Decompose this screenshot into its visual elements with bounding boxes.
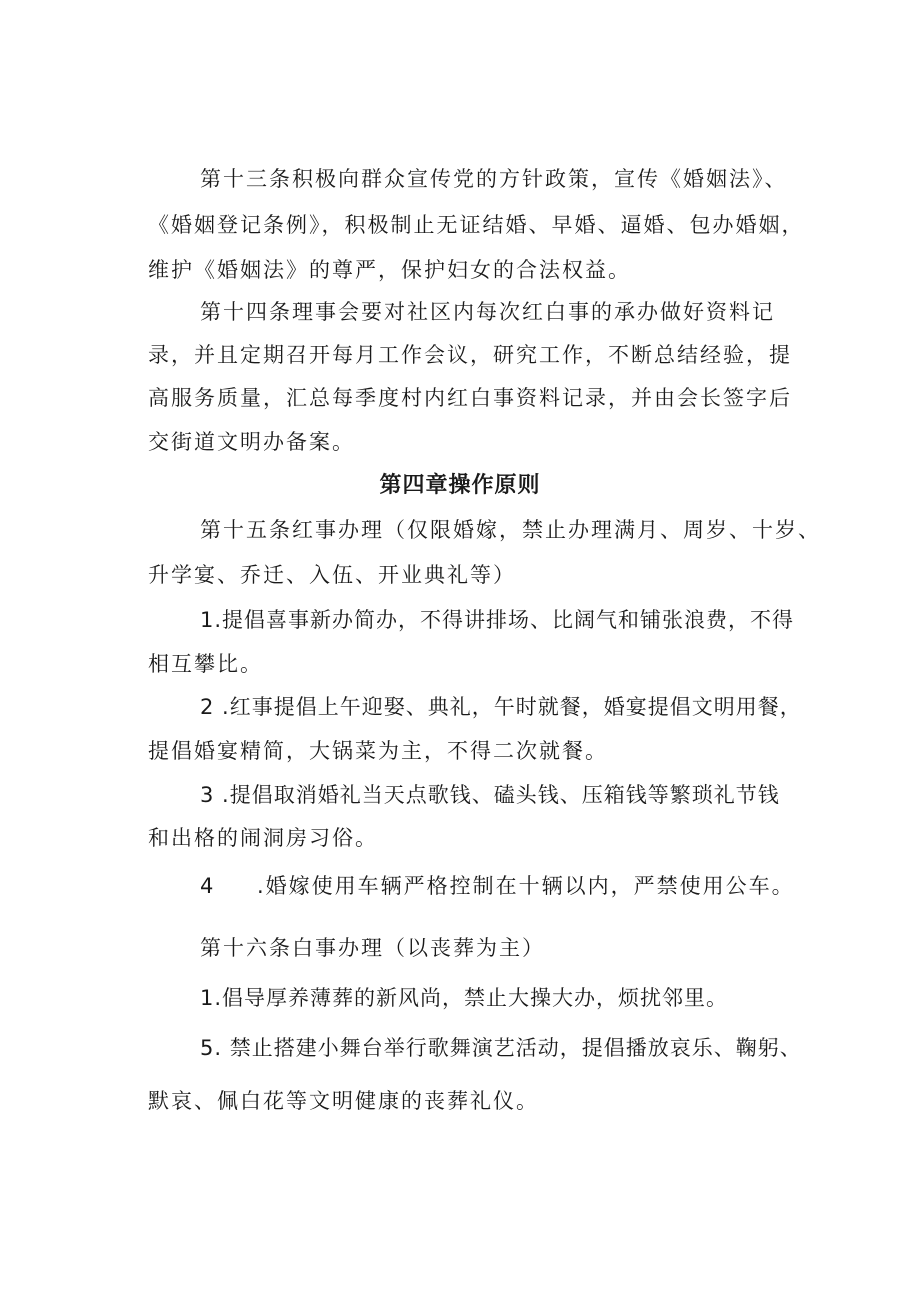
article15-item4-number: 4 (200, 874, 214, 898)
article15-line2: 升学宴、乔迁、入伍、开业典礼等） (148, 563, 516, 587)
article15-item4-text: .婚嫁使用车辆严格控制在十辆以内，严禁使用公车。 (257, 874, 795, 898)
article15-item3-line1: 3 .提倡取消婚礼当天点歌钱、磕头钱、压箱钱等繁琐礼节钱 (200, 783, 780, 807)
article14-line3: 高服务质量，汇总每季度村内红白事资料记录，并由会长签字后 (148, 386, 792, 410)
article15-item1-line1: 1.提倡喜事新办简办，不得讲排场、比阔气和铺张浪费，不得 (200, 608, 795, 632)
article15-item2-line2: 提倡婚宴精简，大锅菜为主，不得二次就餐。 (148, 739, 608, 763)
article16-line1: 第十六条白事办理（以丧葬为主） (200, 936, 545, 960)
article15-item3-line2: 和出格的闹洞房习俗。 (148, 826, 378, 850)
article13-line3: 维护《婚姻法》的尊严，保护妇女的合法权益。 (148, 258, 631, 282)
article15-line1: 第十五条红事办理（仅限婚嫁，禁止办理满月、周岁、十岁、 (200, 518, 821, 542)
article14-line2: 录，并且定期召开每月工作会议，研究工作，不断总结经验，提 (148, 343, 792, 367)
article14-line4: 交街道文明办备案。 (148, 430, 355, 454)
article16-item5-line2: 默哀、佩白花等文明健康的丧葬礼仪。 (148, 1089, 539, 1113)
article16-item1: 1.倡导厚养薄葬的新风尚，禁止大操大办，烦扰邻里。 (200, 986, 729, 1010)
article15-item1-line2: 相互攀比。 (148, 652, 263, 676)
chapter-heading: 第四章操作原则 (379, 473, 541, 498)
article16-item5-line1: 5. 禁止搭建小舞台举行歌舞演艺活动，提倡播放哀乐、鞠躬、 (200, 1036, 802, 1060)
article13-line2: 《婚姻登记条例》，积极制止无证结婚、早婚、逼婚、包办婚姻， (148, 213, 805, 237)
article15-item2-line1: 2 .红事提倡上午迎娶、典礼，午时就餐，婚宴提倡文明用餐， (200, 695, 802, 719)
article14-line1: 第十四条理事会要对社区内每次红白事的承办做好资料记 (200, 300, 775, 324)
article13-line1: 第十三条积极向群众宣传党的方针政策，宣传《婚姻法》、 (200, 167, 788, 191)
